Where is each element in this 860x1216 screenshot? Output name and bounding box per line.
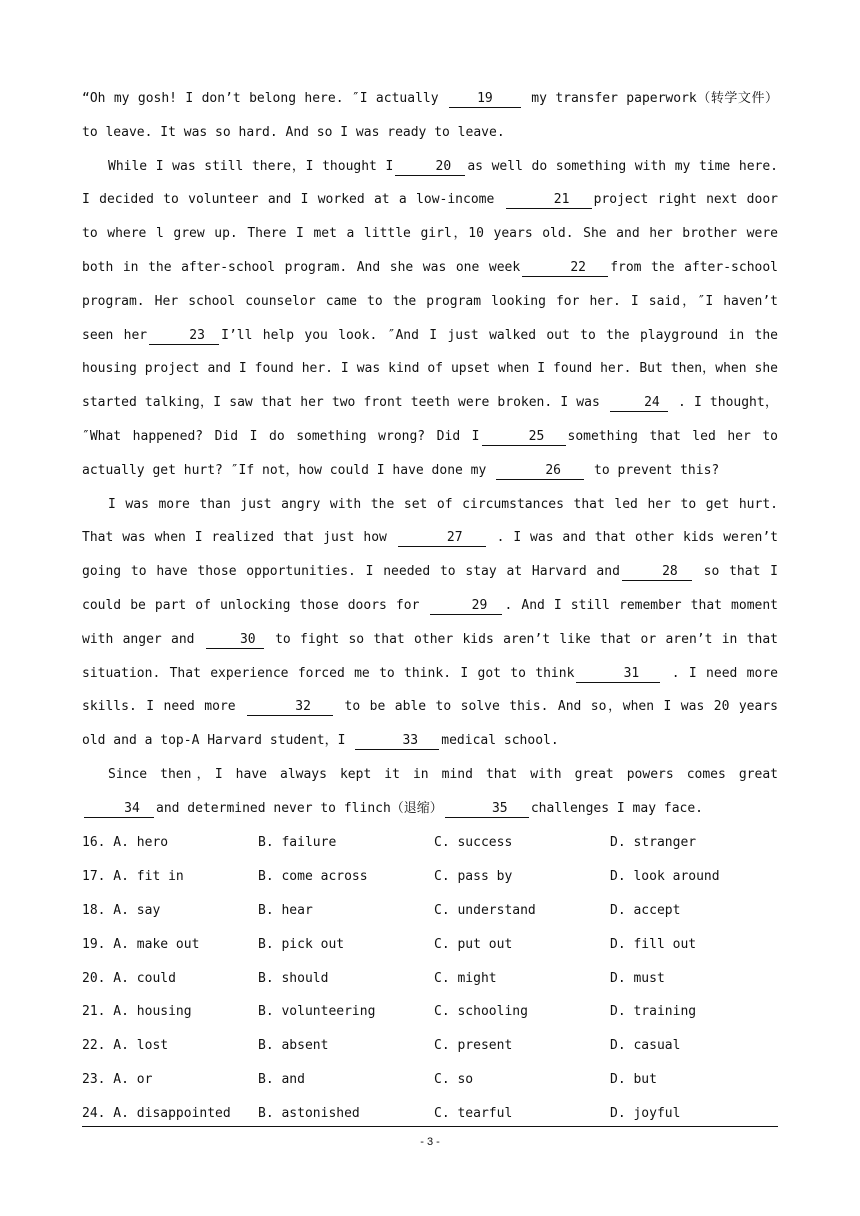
option-21-c: C. schooling <box>434 1004 528 1020</box>
cloze-passage <box>82 82 778 826</box>
blank-28: 28 <box>622 564 692 581</box>
blank-19: 19 <box>449 91 521 108</box>
option-24-b: B. astonished <box>258 1105 360 1121</box>
blank-35: 35 <box>445 801 529 818</box>
blank-29: 29 <box>430 598 502 615</box>
blank-24: 24 <box>610 395 668 412</box>
option-16-d: D. stranger <box>610 835 697 851</box>
paragraph-2: While I was still there，I thought I 20 as well do something with my time here. I decided to volunteer and I worked at a low-income 21 project right next door to where l grew up. There I met a little girl，10 years old. She and her brother were both in the after-school program. And she was one week 22 from the after-school program. Her school counselor came to the program looking for her. I said，″I haven’t seen her 23 I’ll help you look. ″And I just walked out to the playground in the housing project and I found her. I was kind of upset when I found her. But then，when she started talking，I saw that her two front teeth were broken. I was 24 . I thought，″What happened? Did I do something wrong? Did I 25 something that led her to actually get hurt? ″If not，how could I have done my 26 to prevent this? <box>82 158 779 478</box>
option-row-19 <box>82 927 778 961</box>
paragraph-1: “Oh my gosh! I don’t belong here. ″I actually 19 my transfer paperwork（转学文件） to leave. It was so hard. And so I was ready to leave. <box>82 91 778 140</box>
option-22-b: B. absent <box>258 1038 329 1054</box>
option-17-b: B. come across <box>258 869 368 885</box>
blank-27: 27 <box>398 530 486 547</box>
option-20-d: D. must <box>610 970 665 986</box>
option-16-b: B. failure <box>258 835 337 851</box>
option-row-23 <box>82 1063 778 1097</box>
option-16-c: C. success <box>434 835 513 851</box>
option-row-21 <box>82 995 778 1029</box>
option-19-a: 19. A. make out <box>82 936 200 952</box>
option-row-18 <box>82 894 778 928</box>
blank-32: 32 <box>247 699 333 716</box>
option-18-c: C. understand <box>434 902 536 918</box>
answer-options <box>82 826 778 1130</box>
blank-23: 23 <box>149 328 219 345</box>
option-24-d: D. joyful <box>610 1105 681 1121</box>
option-16-a: 16. A. hero <box>82 835 169 851</box>
blank-33: 33 <box>355 733 439 750</box>
paragraph-3: I was more than just angry with the set of circumstances that led her to get hurt. That was when I realized that just how 27 . I was and that other kids weren’t going to have those opportunities. I needed to stay at Harvard and 28 so that I could be part of unlocking those doors for 29 . And I still remember that moment with anger and 30 to fight so that other kids aren’t like that or aren’t in that situation. That experience forced me to think. I got to think 31 . I need more skills. I need more 32 to be able to solve this. And so，when I was 20 years old and a top-A Harvard student，I 33 medical school. <box>82 496 779 749</box>
option-17-a: 17. A. fit in <box>82 869 184 885</box>
option-21-b: B. volunteering <box>258 1004 376 1020</box>
option-18-b: B. hear <box>258 902 313 918</box>
footer-divider <box>82 1126 778 1127</box>
option-23-a: 23. A. or <box>82 1071 153 1087</box>
option-23-c: C. so <box>434 1071 474 1087</box>
option-17-c: C. pass by <box>434 869 513 885</box>
option-23-b: B. and <box>258 1071 305 1087</box>
option-24-c: C. tearful <box>434 1105 513 1121</box>
blank-34: 34 <box>84 801 154 818</box>
blank-26: 26 <box>496 463 584 480</box>
option-24-a: 24. A. disappointed <box>82 1105 231 1121</box>
blank-20: 20 <box>395 159 465 176</box>
option-22-d: D. casual <box>610 1038 681 1054</box>
blank-25: 25 <box>482 429 566 446</box>
option-row-20 <box>82 961 778 995</box>
option-20-b: B. should <box>258 970 329 986</box>
blank-31: 31 <box>576 666 660 683</box>
option-19-b: B. pick out <box>258 936 345 952</box>
option-21-d: D. training <box>610 1004 697 1020</box>
option-row-22 <box>82 1029 778 1063</box>
blank-30: 30 <box>206 632 264 649</box>
paragraph-4: Since then，I have always kept it in mind that with great powers comes great 34 and determined never to flinch（退缩） 35 challenges I may face. <box>82 758 778 826</box>
option-row-16 <box>82 826 778 860</box>
option-18-d: D. accept <box>610 902 681 918</box>
option-20-a: 20. A. could <box>82 970 176 986</box>
blank-21: 21 <box>506 192 592 209</box>
option-23-d: D. but <box>610 1071 657 1087</box>
option-19-c: C. put out <box>434 936 513 952</box>
page-number: - 3 - <box>420 1136 440 1148</box>
option-18-a: 18. A. say <box>82 902 161 918</box>
option-19-d: D. fill out <box>610 936 697 952</box>
option-row-17 <box>82 860 778 894</box>
blank-22: 22 <box>522 260 608 277</box>
option-22-a: 22. A. lost <box>82 1038 169 1054</box>
option-21-a: 21. A. housing <box>82 1004 192 1020</box>
option-20-c: C. might <box>434 970 497 986</box>
option-22-c: C. present <box>434 1038 513 1054</box>
option-17-d: D. look around <box>610 869 720 885</box>
